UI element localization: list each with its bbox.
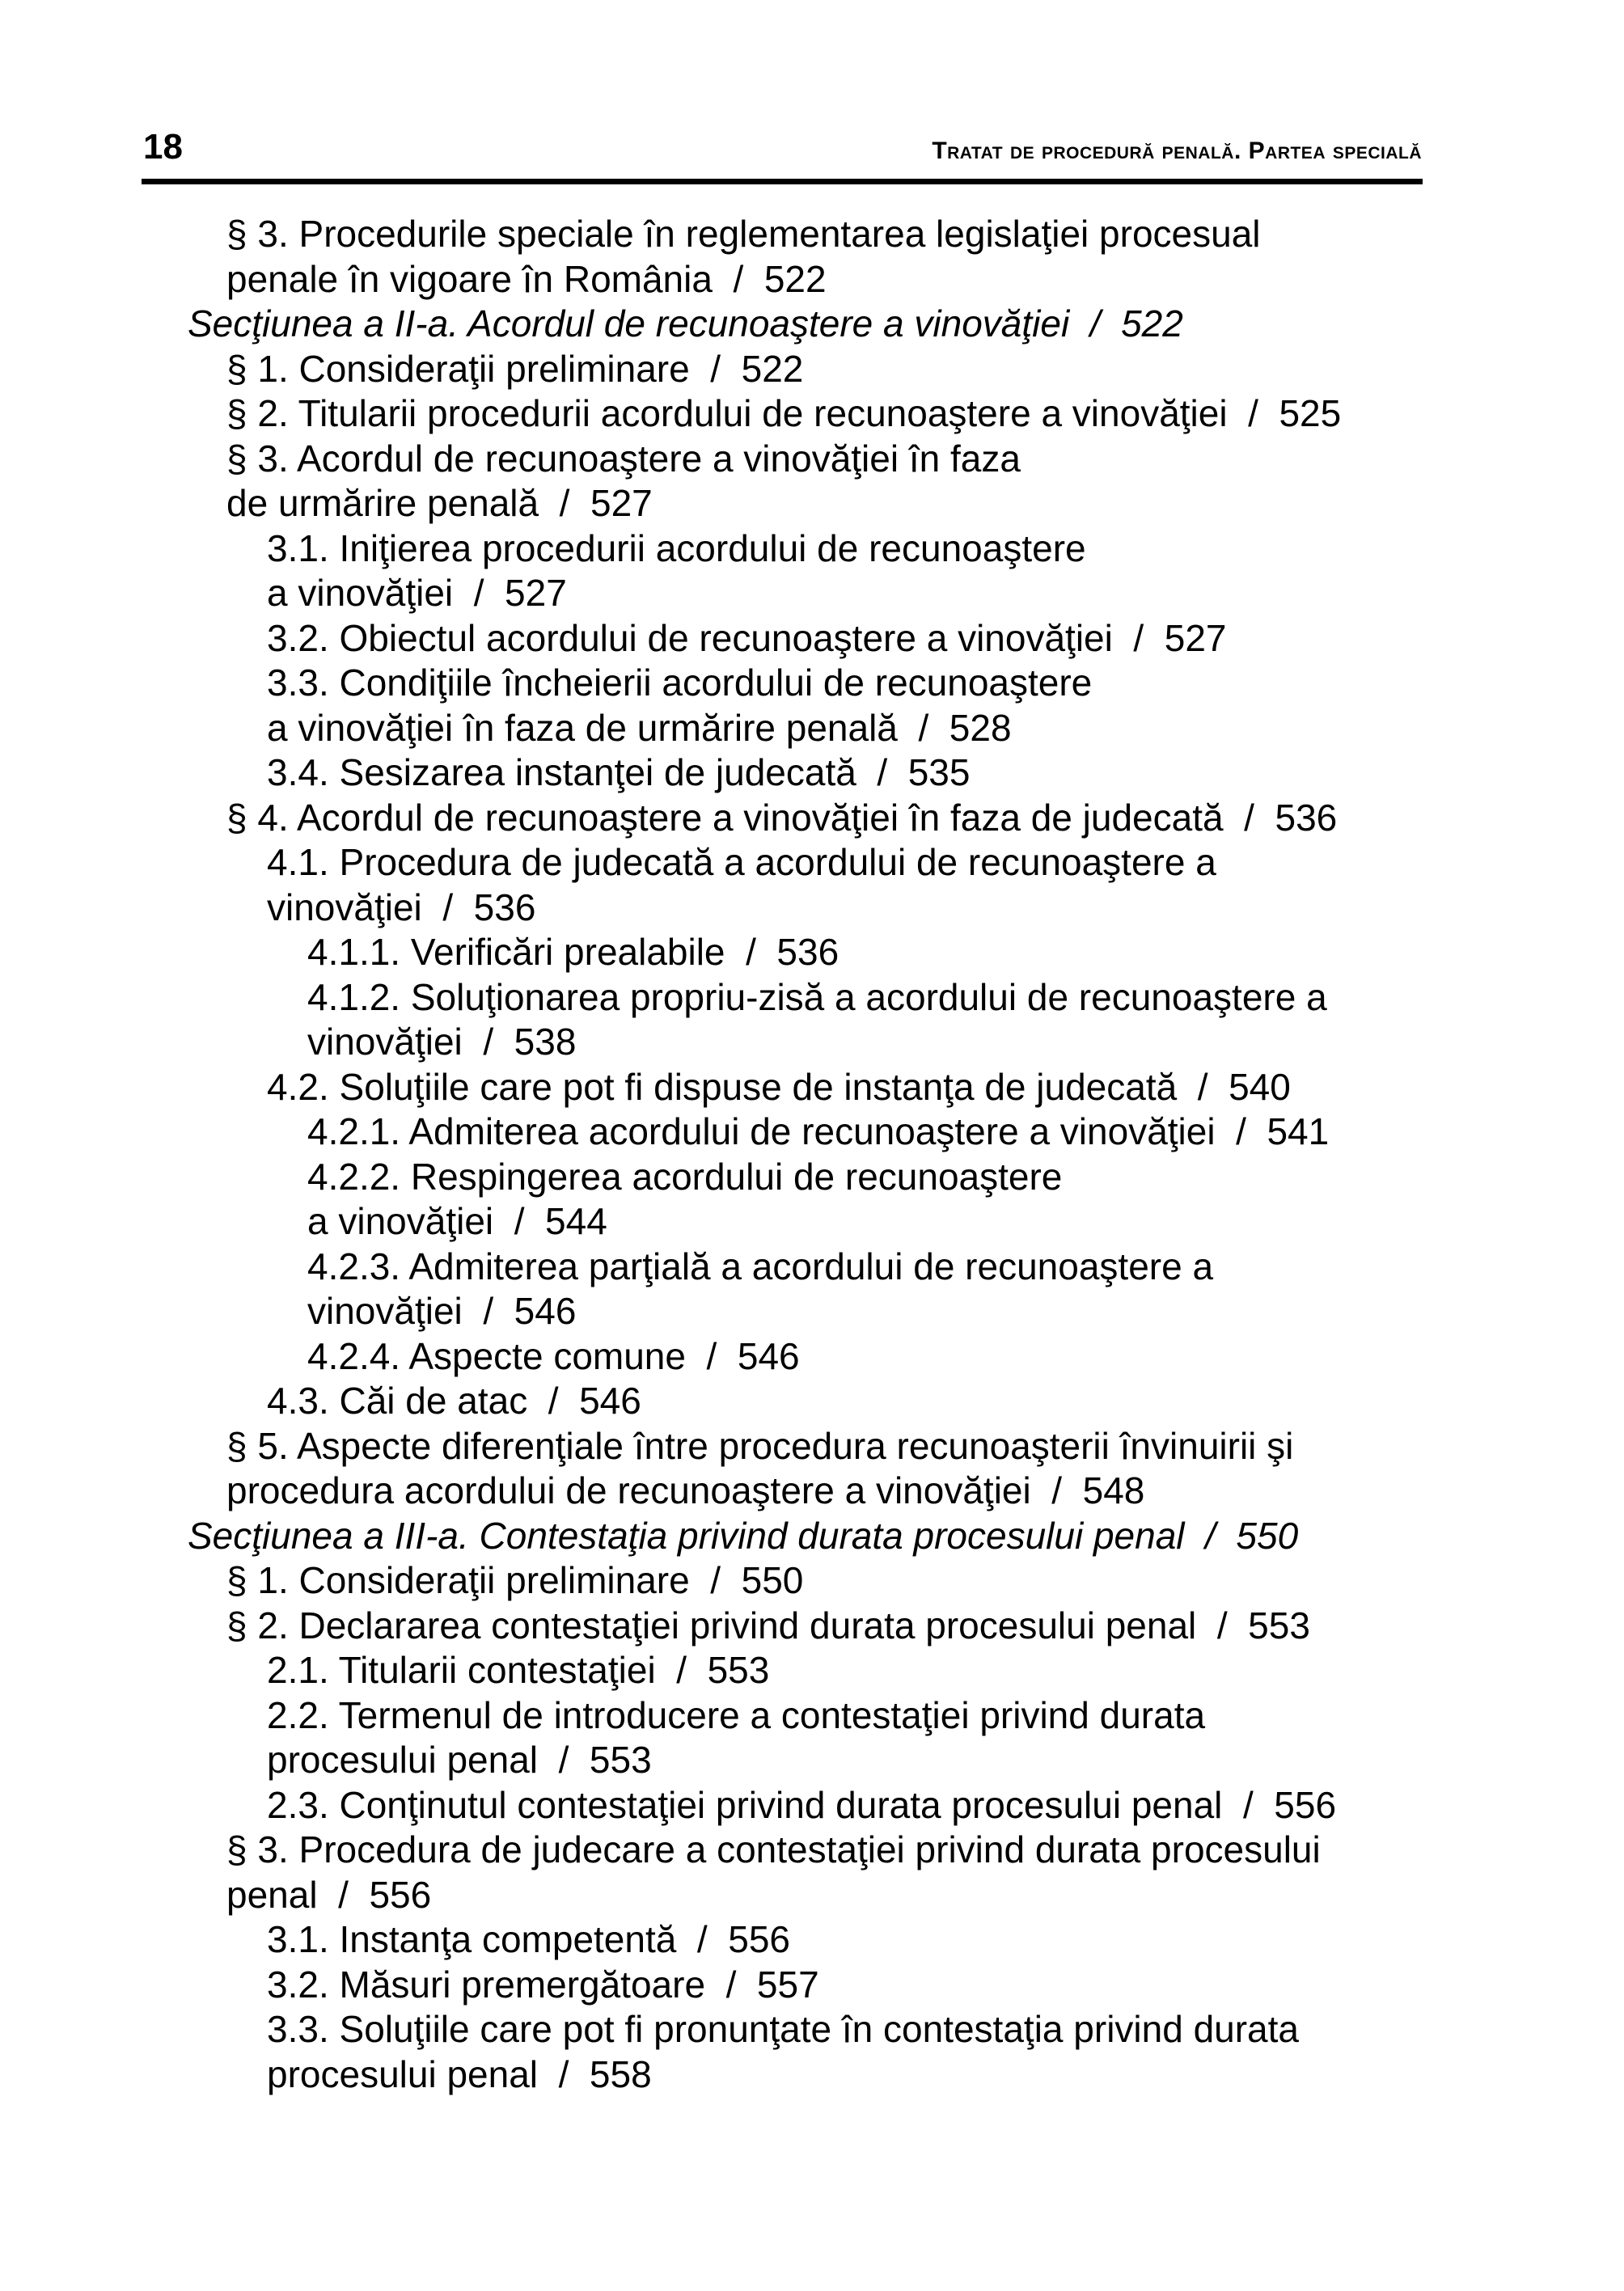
toc-entry: 3.3. Soluţiile care pot fi pronunţate în contestaţia privind durata [267,2008,1300,2050]
toc-section-heading: Secţiunea a II-a. Acordul de recunoaştere a vinovăţiei / 522 [188,302,1183,344]
toc-entry: 4.2.1. Admiterea acordului de recunoaştere a vinovăţiei / 541 [307,1110,1330,1152]
toc-entry: 4.2.3. Admiterea parţială a acordului de recunoaştere a [307,1245,1214,1287]
toc-entry: procesului penal / 553 [267,1739,652,1781]
header-rule [142,179,1423,184]
toc-entry: 3.3. Condiţiile încheierii acordului de recunoaştere [267,662,1093,704]
toc-entry: a vinovăţiei / 527 [267,572,567,614]
toc-entry: 4.2. Soluţiile care pot fi dispuse de instanţa de judecată / 540 [267,1065,1291,1108]
table-of-contents [0,212,1624,2097]
toc-entry: vinovăţiei / 536 [267,886,536,928]
toc-entry: § 2. Declararea contestaţiei privind durata procesului penal / 553 [226,1604,1310,1646]
toc-entry: 4.2.4. Aspecte comune / 546 [307,1334,800,1377]
toc-entry: penale în vigoare în România / 522 [226,257,827,300]
toc-entry: 2.2. Termenul de introducere a contestaţiei privind durata [267,1693,1206,1736]
toc-entry: 3.2. Obiectul acordului de recunoaştere a vinovăţiei / 527 [267,616,1227,659]
toc-entry: 2.1. Titularii contestaţiei / 553 [267,1649,770,1691]
toc-entry: 4.1.1. Verificări prealabile / 536 [307,931,839,973]
running-title: Tratat de procedură penală. Partea specială [932,137,1422,164]
toc-section-heading: Secţiunea a III-a. Contestaţia privind durata procesului penal / 550 [188,1514,1299,1557]
toc-entry: § 2. Titularii procedurii acordului de recunoaştere a vinovăţiei / 525 [226,392,1342,434]
toc-entry: § 4. Acordul de recunoaştere a vinovăţiei în faza de judecată / 536 [226,796,1338,839]
toc-entry: 3.2. Măsuri premergătoare / 557 [267,1963,819,2006]
toc-entry: de urmărire penală / 527 [226,482,653,524]
toc-entry: vinovăţiei / 538 [307,1021,577,1063]
toc-entry: 4.1.2. Soluţionarea propriu-zisă a acordului de recunoaştere a [307,975,1327,1018]
toc-entry: § 5. Aspecte diferenţiale între procedura recunoaşterii învinuirii şi [226,1424,1294,1467]
toc-entry: penal / 556 [226,1873,432,1916]
toc-entry: 4.2.2. Respingerea acordului de recunoaştere [307,1155,1063,1198]
toc-entry: procedura acordului de recunoaştere a vinovăţiei / 548 [226,1469,1145,1511]
toc-entry: 3.1. Instanţa competentă / 556 [267,1918,790,1960]
toc-entry: procesului penal / 558 [267,2052,652,2095]
toc-entry: 3.1. Iniţierea procedurii acordului de recunoaştere [267,526,1086,569]
toc-entry: a vinovăţiei în faza de urmărire penală / 528 [267,706,1012,749]
toc-entry: 2.3. Conţinutul contestaţiei privind durata procesului penal / 556 [267,1783,1337,1826]
toc-entry: vinovăţiei / 546 [307,1290,577,1332]
toc-entry: § 3. Acordul de recunoaştere a vinovăţiei în faza [226,437,1021,480]
toc-entry: 4.3. Căi de atac / 546 [267,1380,641,1422]
toc-entry: § 1. Consideraţii preliminare / 522 [226,347,804,390]
toc-entry: § 1. Consideraţii preliminare / 550 [226,1559,804,1601]
page-number: 18 [143,127,183,167]
toc-entry: 3.4. Sesizarea instanţei de judecată / 535 [267,751,971,793]
toc-entry: a vinovăţiei / 544 [307,1200,607,1242]
toc-entry: 4.1. Procedura de judecată a acordului de recunoaştere a [267,841,1216,883]
toc-entry: § 3. Procedura de judecare a contestaţiei privind durata procesului [226,1828,1321,1870]
toc-entry: § 3. Procedurile speciale în reglementarea legislaţiei procesual [226,213,1261,255]
